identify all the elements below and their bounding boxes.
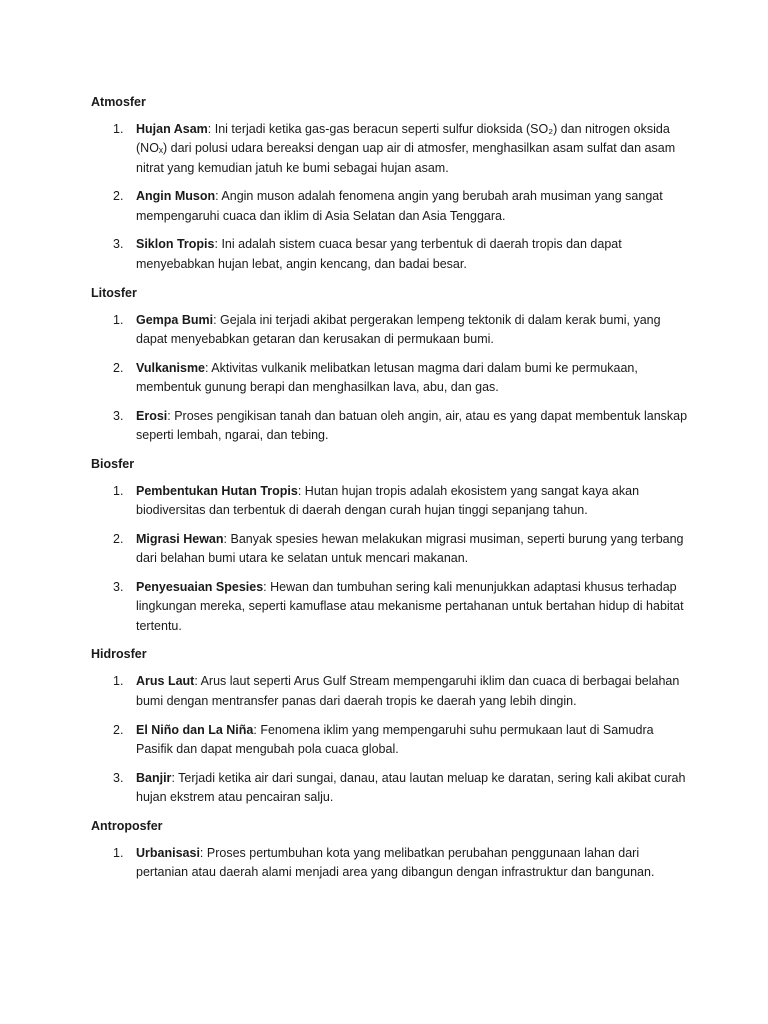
list-number: 1. [113, 483, 124, 498]
numbered-list [91, 672, 691, 807]
list-item [91, 235, 691, 274]
list-number: 2. [113, 189, 124, 204]
list-term: Banjir [136, 770, 172, 785]
list-number: 3. [113, 237, 124, 252]
list-number: 2. [113, 722, 124, 737]
list-item [91, 769, 691, 808]
list-term: El Niño dan La Niña [136, 722, 254, 737]
list-item [91, 407, 691, 446]
numbered-list [91, 482, 691, 636]
list-item [91, 482, 691, 521]
section-antroposfer [91, 817, 691, 883]
section-heading: Atmosfer [91, 95, 146, 109]
list-item [91, 844, 691, 883]
list-number: 3. [113, 408, 124, 423]
list-term: Penyesuaian Spesies [136, 580, 264, 595]
list-term: Arus Laut [136, 674, 195, 689]
list-description: : Hutan hujan tropis adalah ekosistem yang sangat kaya akan biodiversitas dan terbentuk di daerah dengan curah hujan tinggi sepanjang tahun. [136, 483, 640, 518]
list-term: Urbanisasi [136, 845, 200, 860]
list-description: : Ini adalah sistem cuaca besar yang terbentuk di daerah tropis dan dapat menyebabkan hujan lebat, angin kencang, dan badai besar. [136, 237, 622, 271]
list-term: Angin Muson [136, 189, 216, 204]
list-item [91, 530, 691, 569]
document-page [91, 93, 691, 892]
section-hidrosfer [91, 645, 691, 807]
list-description: : Terjadi ketika air dari sungai, danau, atau lautan meluap ke daratan, sering kali akibat curah hujan ekstrem atau pencairan salju. [136, 770, 686, 804]
list-description: : Aktivitas vulkanik melibatkan letusan magma dari dalam bumi ke permukaan, membentuk gunung berapi dan menghasilkan lava, abu, dan gas. [136, 360, 638, 394]
list-number: 1. [113, 845, 124, 860]
list-term: Gempa Bumi [136, 312, 214, 327]
list-item [91, 359, 691, 398]
list-term: Vulkanisme [136, 360, 206, 375]
numbered-list [91, 311, 691, 446]
list-number: 1. [113, 312, 124, 327]
list-number: 1. [113, 674, 124, 689]
list-description: : Proses pengikisan tanah dan batuan oleh angin, air, atau es yang dapat membentuk lanskap seperti lembah, ngarai, dan tebing. [136, 408, 688, 443]
list-number: 1. [113, 122, 124, 136]
section-biosfer [91, 455, 691, 636]
list-item [91, 187, 691, 226]
list-term: Siklon Tropis [136, 237, 215, 252]
numbered-list [91, 844, 691, 883]
list-description: : Arus laut seperti Arus Gulf Stream mempengaruhi iklim dan cuaca di berbagai belahan bumi dengan mentransfer panas dari daerah tropis ke daerah yang lebih dingin. [136, 674, 680, 708]
list-term: Migrasi Hewan [136, 531, 224, 546]
list-description: : Hewan dan tumbuhan sering kali menunjukkan adaptasi khusus terhadap lingkungan mereka, seperti kamuflase atau mekanisme pertahanan untuk bertahan hidup di habitat tertentu. [136, 580, 684, 633]
list-description: : Angin muson adalah fenomena angin yang berubah arah musiman yang sangat mempengaruhi cuaca dan iklim di Asia Selatan dan Asia Tenggara. [136, 189, 663, 223]
list-item [91, 311, 691, 350]
list-description: : Ini terjadi ketika gas-gas beracun seperti sulfur dioksida (SO₂) dan nitrogen oksida (NOₓ) dari polusi udara bereaksi dengan uap air di atmosfer, menghasilkan asam sulfat dan asam nitrat yang kemudian jatuh ke bumi sebagai hujan asam. [136, 122, 676, 175]
list-item [91, 578, 691, 636]
list-item [91, 672, 691, 711]
section-heading: Biosfer [91, 456, 135, 471]
numbered-list [91, 120, 691, 274]
section-heading: Litosfer [91, 285, 137, 300]
list-item [91, 120, 691, 178]
list-item [91, 721, 691, 760]
section-heading: Antroposfer [91, 818, 163, 833]
list-number: 2. [113, 531, 124, 546]
list-description: : Gejala ini terjadi akibat pergerakan lempeng tektonik di dalam kerak bumi, yang dapat menyebabkan getaran dan kerusakan di permukaan bumi. [136, 312, 661, 346]
section-heading: Hidrosfer [91, 647, 147, 662]
list-number: 3. [113, 770, 124, 785]
list-description: : Proses pertumbuhan kota yang melibatkan perubahan penggunaan lahan dari pertanian atau daerah alami menjadi area yang dibangun dengan infrastruktur dan bangunan. [136, 845, 655, 880]
section-atmosfer [91, 93, 691, 274]
list-term: Erosi [136, 408, 168, 423]
section-litosfer [91, 284, 691, 446]
list-description: : Banyak spesies hewan melakukan migrasi musiman, seperti burung yang terbang dari belahan bumi utara ke selatan untuk mencari makanan. [136, 531, 684, 566]
list-number: 3. [113, 580, 124, 595]
list-description: : Fenomena iklim yang mempengaruhi suhu permukaan laut di Samudra Pasifik dan dapat mengubah pola cuaca global. [136, 722, 654, 756]
list-term: Hujan Asam [136, 122, 208, 136]
list-term: Pembentukan Hutan Tropis [136, 483, 298, 498]
list-number: 2. [113, 360, 124, 375]
